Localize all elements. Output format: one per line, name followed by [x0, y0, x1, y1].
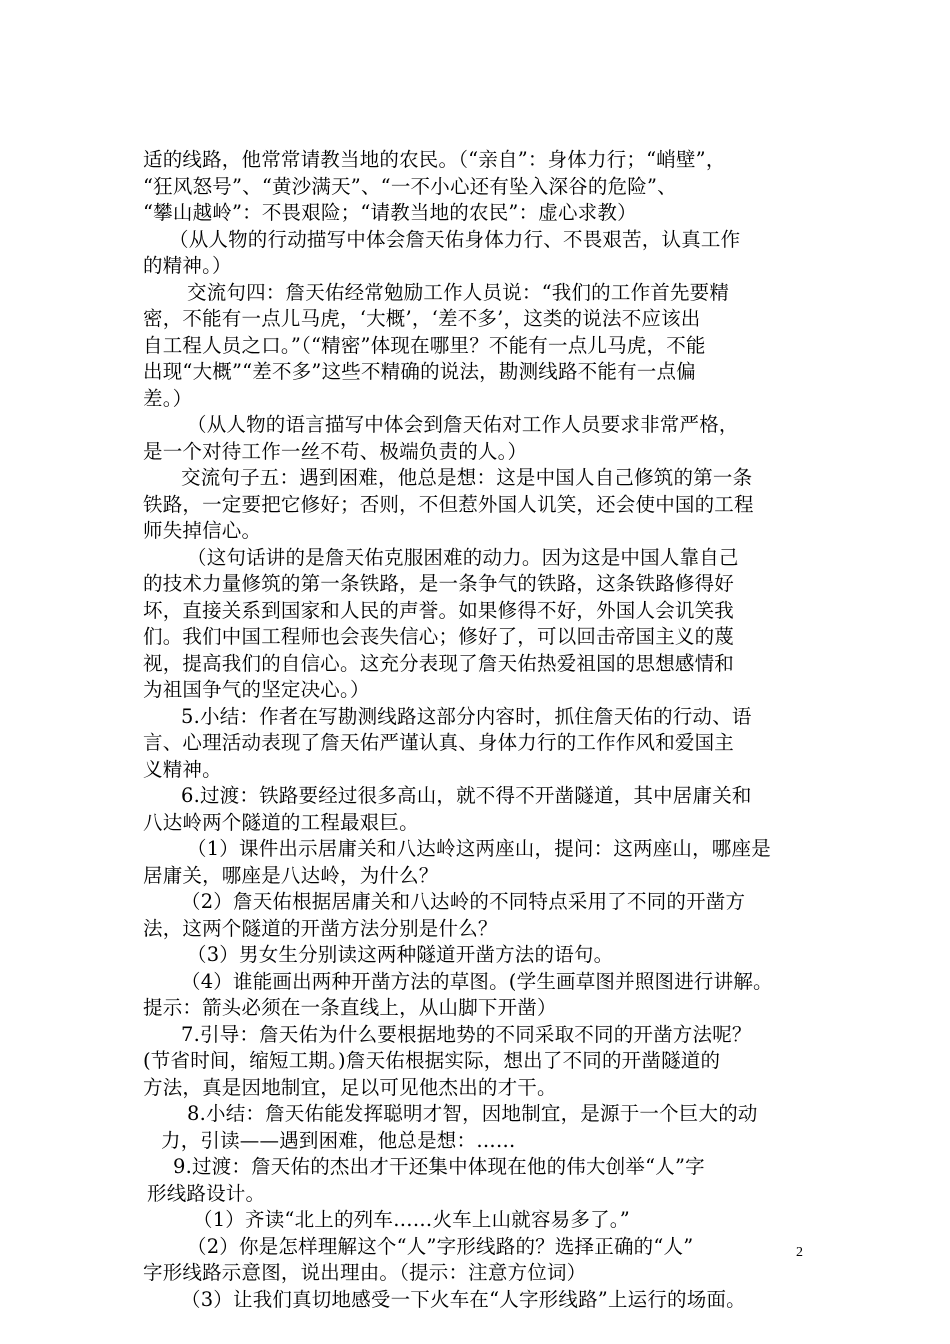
text-line: （1）齐读“北上的列车……火车上山就容易多了。”	[193, 1208, 630, 1231]
text-line: （4）谁能画出两种开凿方法的草图。(学生画草图并照图进行讲解。	[181, 969, 773, 993]
text-line: 9.过渡：詹天佑的杰出才干还集中体现在他的伟大创举“人”字	[173, 1155, 705, 1178]
text-line: 坏，直接关系到国家和人民的声誉。如果修得不好，外国人会讥笑我	[143, 598, 735, 622]
text-line: （2）詹天佑根据居庸关和八达岭的不同特点采用了不同的开凿方	[181, 890, 746, 913]
text-line: 义精神。	[143, 757, 222, 781]
text-line: （从人物的语言描写中体会到詹天佑对工作人员要求非常严格，	[187, 413, 739, 436]
text-line: （2）你是怎样理解这个“人”字形线路的？选择正确的“人”	[187, 1234, 694, 1258]
text-line: 师失掉信心。	[143, 519, 262, 542]
text-line: 6.过渡：铁路要经过很多高山，就不得不开凿隧道，其中居庸关和	[181, 784, 752, 807]
text-line: 5.小结：作者在写勘测线路这部分内容时，抓住詹天佑的行动、语	[181, 704, 752, 728]
text-line: （3）男女生分别读这两种隧道开凿方法的语句。	[187, 943, 614, 966]
text-line: 形线路设计。	[147, 1181, 266, 1205]
text-line: (节省时间，缩短工期。)詹天佑根据实际，想出了不同的开凿隧道的	[143, 1049, 721, 1072]
text-line: 法，这两个隧道的开凿方法分别是什么？	[143, 916, 498, 940]
text-line: 出现“大概”“差不多”这些不精确的说法，勘测线路不能有一点偏	[143, 360, 696, 383]
text-line: 7.引导：詹天佑为什么要根据地势的不同采取不同的开凿方法呢？	[181, 1022, 752, 1046]
text-line: 是一个对待工作一丝不苟、极端负责的人。）	[143, 439, 528, 463]
text-line: “狂风怒号”、“黄沙满天”、“一不小心还有坠入深谷的危险”、	[143, 174, 677, 198]
text-line: （3）让我们真切地感受一下火车在“人字形线路”上运行的场面。	[181, 1287, 746, 1311]
text-line: 适的线路，他常常请教当地的农民。（“亲自”：身体力行；“峭壁”，	[143, 148, 726, 171]
text-line: 们。我们中国工程师也会丧失信心；修好了，可以回击帝国主义的蔑	[143, 625, 735, 648]
text-line: 自工程人员之口。”（“精密”体现在哪里？不能有一点儿马虎，不能	[143, 333, 706, 357]
page-number: 2	[796, 1245, 803, 1260]
text-line: 力，引读——遇到困难，他总是想：……	[161, 1128, 516, 1152]
text-line: 密，不能有一点儿马虎，‘大概’，‘差不多’，这类的说法不应该出	[143, 307, 701, 330]
text-line: 提示：箭头必须在一条直线上，从山脚下开凿）	[143, 996, 557, 1019]
text-line: 居庸关，哪座是八达岭，为什么？	[143, 863, 439, 887]
text-line: 字形线路示意图，说出理由。（提示：注意方位词）	[143, 1261, 587, 1284]
text-line: （1）课件出示居庸关和八达岭这两座山，提问：这两座山，哪座是	[187, 837, 771, 860]
text-line: 视，提高我们的自信心。这充分表现了詹天佑热爱祖国的思想感情和	[143, 651, 735, 675]
text-line: 的技术力量修筑的第一条铁路，是一条争气的铁路，这条铁路修得好	[143, 572, 735, 595]
text-line: 为祖国争气的坚定决心。）	[143, 678, 370, 701]
text-line: （从人物的行动描写中体会詹天佑身体力行、不畏艰苦，认真工作	[169, 227, 741, 251]
text-line: 方法，真是因地制宜，足以可见他杰出的才干。	[143, 1075, 557, 1099]
text-line: 铁路，一定要把它修好；否则，不但惹外国人讥笑，还会使中国的工程	[143, 492, 754, 516]
text-line: 差。）	[143, 386, 193, 410]
text-line: 交流句子五：遇到困难，他总是想：这是中国人自己修筑的第一条	[181, 466, 753, 489]
text-line: 言、心理活动表现了詹天佑严谨认真、身体力行的工作作风和爱国主	[143, 731, 735, 754]
text-line: 交流句四：詹天佑经常勉励工作人员说：“我们的工作首先要精	[187, 280, 730, 304]
document-body	[143, 147, 828, 1313]
text-line: 八达岭两个隧道的工程最艰巨。	[143, 810, 419, 834]
text-line: “攀山越岭”：不畏艰险；“请教当地的农民”：虚心求教）	[143, 201, 637, 224]
text-line: （这句话讲的是詹天佑克服困难的动力。因为这是中国人靠自己	[187, 545, 739, 569]
text-line: 的精神。）	[143, 254, 232, 277]
text-line: 8.小结：詹天佑能发挥聪明才智，因地制宜，是源于一个巨大的动	[187, 1102, 758, 1125]
